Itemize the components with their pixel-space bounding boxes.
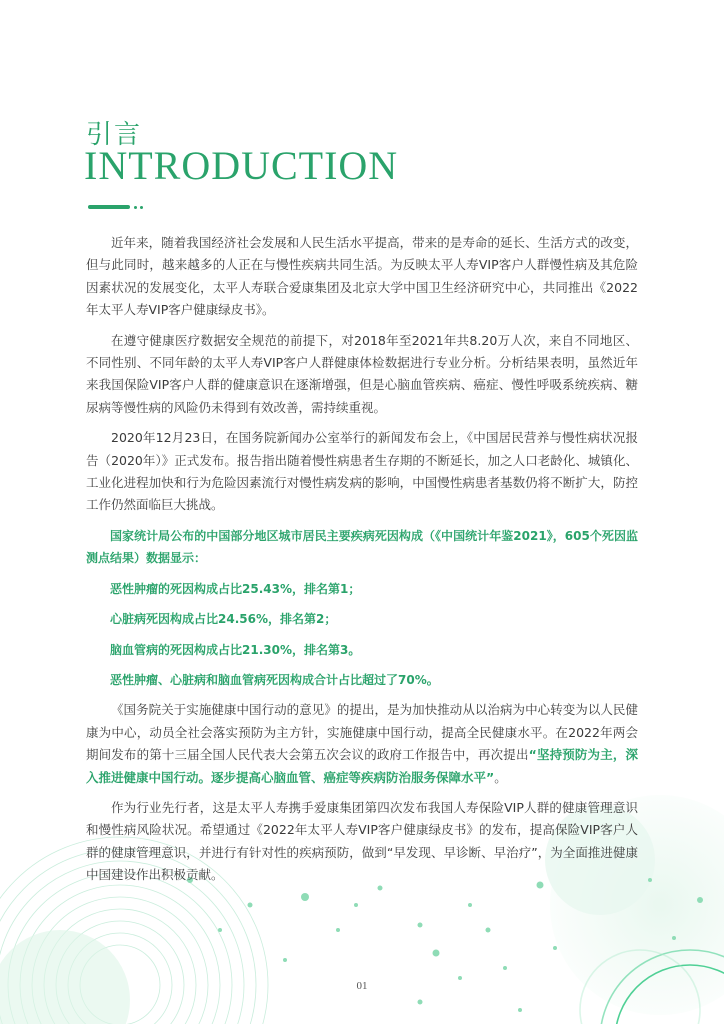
title-underline-dot [134, 206, 137, 209]
highlight-item: 恶性肿瘤、心脏病和脑血管病死因构成合计占比超过了70%。 [110, 672, 439, 687]
title-underline [88, 205, 130, 209]
paragraph-text: 《国务院关于实施健康中国行动的意见》的提出，是为加快推动从以治病为中心转变为以人民健康为中心，动员全社会落实预防为主方针，实施健康中国行动，提高全民健康水平。在2022年两会期间发布的第十三届全国人民代表大会第五次会议的政府工作报告中，再次提出 [86, 702, 638, 763]
highlight-paragraph: 国家统计局公布的中国部分地区城市居民主要疾病死因构成（《中国统计年鉴2021》，605个死因监测点结果）数据显示： [86, 528, 638, 566]
section-title-chinese: 引言 [86, 120, 143, 150]
paragraph: 近年来，随着我国经济社会发展和人民生活水平提高，带来的是寿命的延长、生活方式的改变，但与此同时，越来越多的人正在与慢性疾病共同生活。为反映太平人寿VIP客户人群慢性病及其危险因素状况的发展变化，太平人寿联合爱康集团及北京大学中国卫生经济研究中心，共同推出《2022年太平人寿VIP客户健康绿皮书》。 [86, 235, 638, 318]
highlight-item: 心脏病死因构成占比24.56%，排名第2； [110, 612, 337, 627]
paragraph-text: 。 [494, 769, 507, 785]
paragraph: 2020年12月23日，在国务院新闻办公室举行的新闻发布会上，《中国居民营养与慢性病状况报告（2020年）》正式发布。报告指出随着慢性病患者生存期的不断延长，加之人口老龄化、城镇化、工业化进程加快和行为危险因素流行对慢性病发病的影响，中国慢性病患者基数仍将不断扩大，防控工作仍然面临巨大挑战。 [86, 430, 638, 513]
highlight-item: 脑血管病的死因构成占比21.30%，排名第3。 [110, 642, 361, 657]
introduction-body [86, 232, 638, 895]
highlight-quote: “坚持预防为主，深入推进健康中国行动。逐步提高心脑血管、癌症等疾病防治服务保障水平” [86, 747, 638, 785]
page-number: 01 [356, 980, 368, 992]
paragraph: 作为行业先行者，这是太平人寿携手爱康集团第四次发布我国人寿保险VIP人群的健康管理意识和慢性病风险状况。希望通过《2022年太平人寿VIP客户健康绿皮书》的发布，提高保险VIP客户人群的健康管理意识，并进行有针对性的疾病预防，做到“早发现、早诊断、早治疗”，为全面推进健康中国建设作出积极贡献。 [86, 799, 638, 883]
left-soft-circle [0, 930, 130, 1024]
section-title-english: INTRODUCTION [84, 143, 399, 188]
paragraph [86, 699, 638, 789]
paragraph: 在遵守健康医疗数据安全规范的前提下，对2018年至2021年共8.20万人次，来自不同地区、不同性别、不同年龄的太平人寿VIP客户人群健康体检数据进行专业分析。分析结果表明，虽然近年来我国保险VIP客户人群的健康意识在逐渐增强，但是心脑血管疾病、癌症、慢性呼吸系统疾病、糖尿病等慢性病的风险仍未得到有效改善，需持续重视。 [86, 332, 638, 415]
title-underline-dot [140, 206, 143, 209]
highlight-item: 恶性肿瘤的死因构成占比25.43%，排名第1； [110, 581, 361, 596]
